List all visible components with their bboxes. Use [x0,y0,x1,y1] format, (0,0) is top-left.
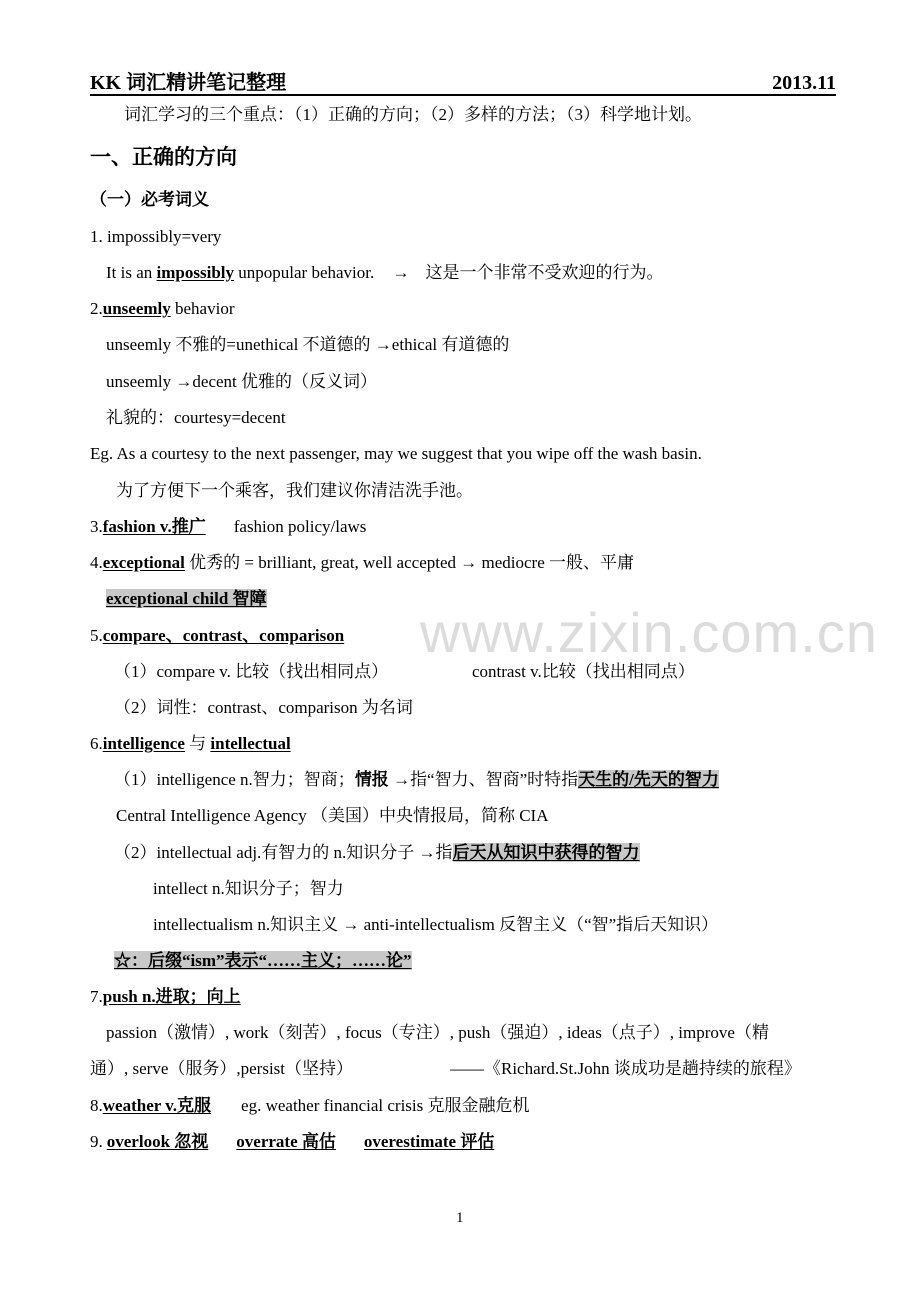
heading-text: eg. weather financial crisis 克服金融危机 [241,1096,530,1115]
definition-text: →指“智力、智商”时特指 [388,770,579,789]
keyword: overestimate 评估 [363,1132,495,1151]
item-1-heading: 1. impossibly=very [90,227,222,246]
example-text: It is an [106,263,157,282]
page-number: 1 [456,1210,464,1226]
item-5-line-1b: contrast v.比较（找出相同点） [472,662,695,681]
item-4-sub [106,588,267,610]
heading-text: fashion policy/laws [233,517,367,536]
header-date: 2013.11 [772,72,836,94]
translation: 这是一个非常不受欢迎的行为。 [425,263,664,282]
header-title: KK 词汇精讲笔记整理 [90,72,287,94]
bold-term: 情报 [354,770,389,789]
keyword: intelligence [102,734,185,753]
item-number: 2. [90,299,103,318]
item-7-heading [90,986,241,1008]
keyword: overrate 高估 [236,1132,336,1151]
item-2-example: Eg. As a courtesy to the next passenger, may we suggest that you wipe off the wash basin. [90,444,702,463]
item-6-line-1 [114,769,719,791]
keyword: weather v.克服 [102,1096,212,1115]
item-number: 8. [90,1096,103,1115]
highlighted-term: 天生的/先天的智力 [578,770,719,789]
item-7-line-2b: ——《Richard.St.John 谈成功是趟持续的旅程》 [450,1059,801,1078]
item-6-heading [90,733,291,755]
item-8-heading [90,1095,530,1117]
item-9-terms [103,1132,495,1151]
keyword: intellectual [210,734,291,753]
item-4-heading [90,552,634,574]
item-2-line-1: unseemly 不雅的=unethical 不道德的 →ethical 有道德的 [106,335,510,354]
highlighted-note: ☆：后缀“ism”表示“……主义；……论” [114,951,412,970]
keyword: fashion v.推广 [102,517,206,536]
item-number: 7. [90,987,103,1006]
item-6-line-5: intellectualism n.知识主义 → anti-intellectualism 反智主义（“智”指后天知识） [153,915,719,934]
item-number: 3. [90,517,103,536]
definition-text: （2）intellectual adj.有智力的 n.知识分子 →指 [114,843,453,862]
item-2-heading [90,298,234,320]
intro-text: 词汇学习的三个重点：（1）正确的方向；（2）多样的方法；（3）科学地计划。 [124,105,702,124]
item-2-translation: 为了方便下一个乘客，我们建议你清洁洗手池。 [116,481,473,500]
item-6-line-2: Central Intelligence Agency （美国）中央情报局，简称 CIA [116,806,549,825]
section-title: 一、正确的方向 [90,145,237,169]
keyword: overlook 忽视 [106,1132,209,1151]
heading-text: behavior [170,299,235,318]
item-2-line-3: 礼貌的：courtesy=decent [106,408,286,427]
item-1-example [106,262,663,284]
subsection-title: （一）必考词义 [90,190,209,209]
keyword: exceptional [102,553,185,572]
page-header [90,72,836,96]
item-6-line-3 [114,842,640,864]
item-6-line-4: intellect n.知识分子；智力 [153,879,344,898]
watermark: www.zixin.com.cn [420,601,878,664]
item-number: 5. [90,626,103,645]
item-9-heading [90,1131,494,1153]
item-6-note [114,950,412,972]
item-3-heading [90,516,366,538]
item-number: 6. [90,734,103,753]
item-number: 4. [90,553,103,572]
heading-text: 优秀的 = brilliant, great, well accepted → mediocre 一般、平庸 [184,553,635,572]
example-text: unpopular behavior. [234,263,375,282]
item-7-line-1: passion（激情）, work（刻苦）, focus（专注）, push（强迫）, ideas（点子）, improve（精 [106,1023,769,1042]
item-5-heading [90,625,344,647]
highlighted-term: 后天从知识中获得的智力 [452,843,640,862]
definition-text: （1）intelligence n.智力；智商； [114,770,355,789]
arrow-icon: → [392,263,410,282]
keyword: impossibly [156,263,235,282]
item-5-line-1a: （1）compare v. 比较（找出相同点） [114,662,389,681]
item-7-line-2a: 通）, serve（服务）,persist（坚持） [90,1059,354,1078]
highlighted-term: exceptional child 智障 [106,589,267,608]
keyword: push n.进取；向上 [102,987,241,1006]
keyword: unseemly [102,299,171,318]
heading-text: 与 [184,734,211,753]
item-2-line-2: unseemly →decent 优雅的（反义词） [106,372,378,391]
keyword: compare、contrast、comparison [102,626,345,645]
item-number: 9. [90,1132,103,1151]
item-5-line-2: （2）词性：contrast、comparison 为名词 [114,698,413,717]
